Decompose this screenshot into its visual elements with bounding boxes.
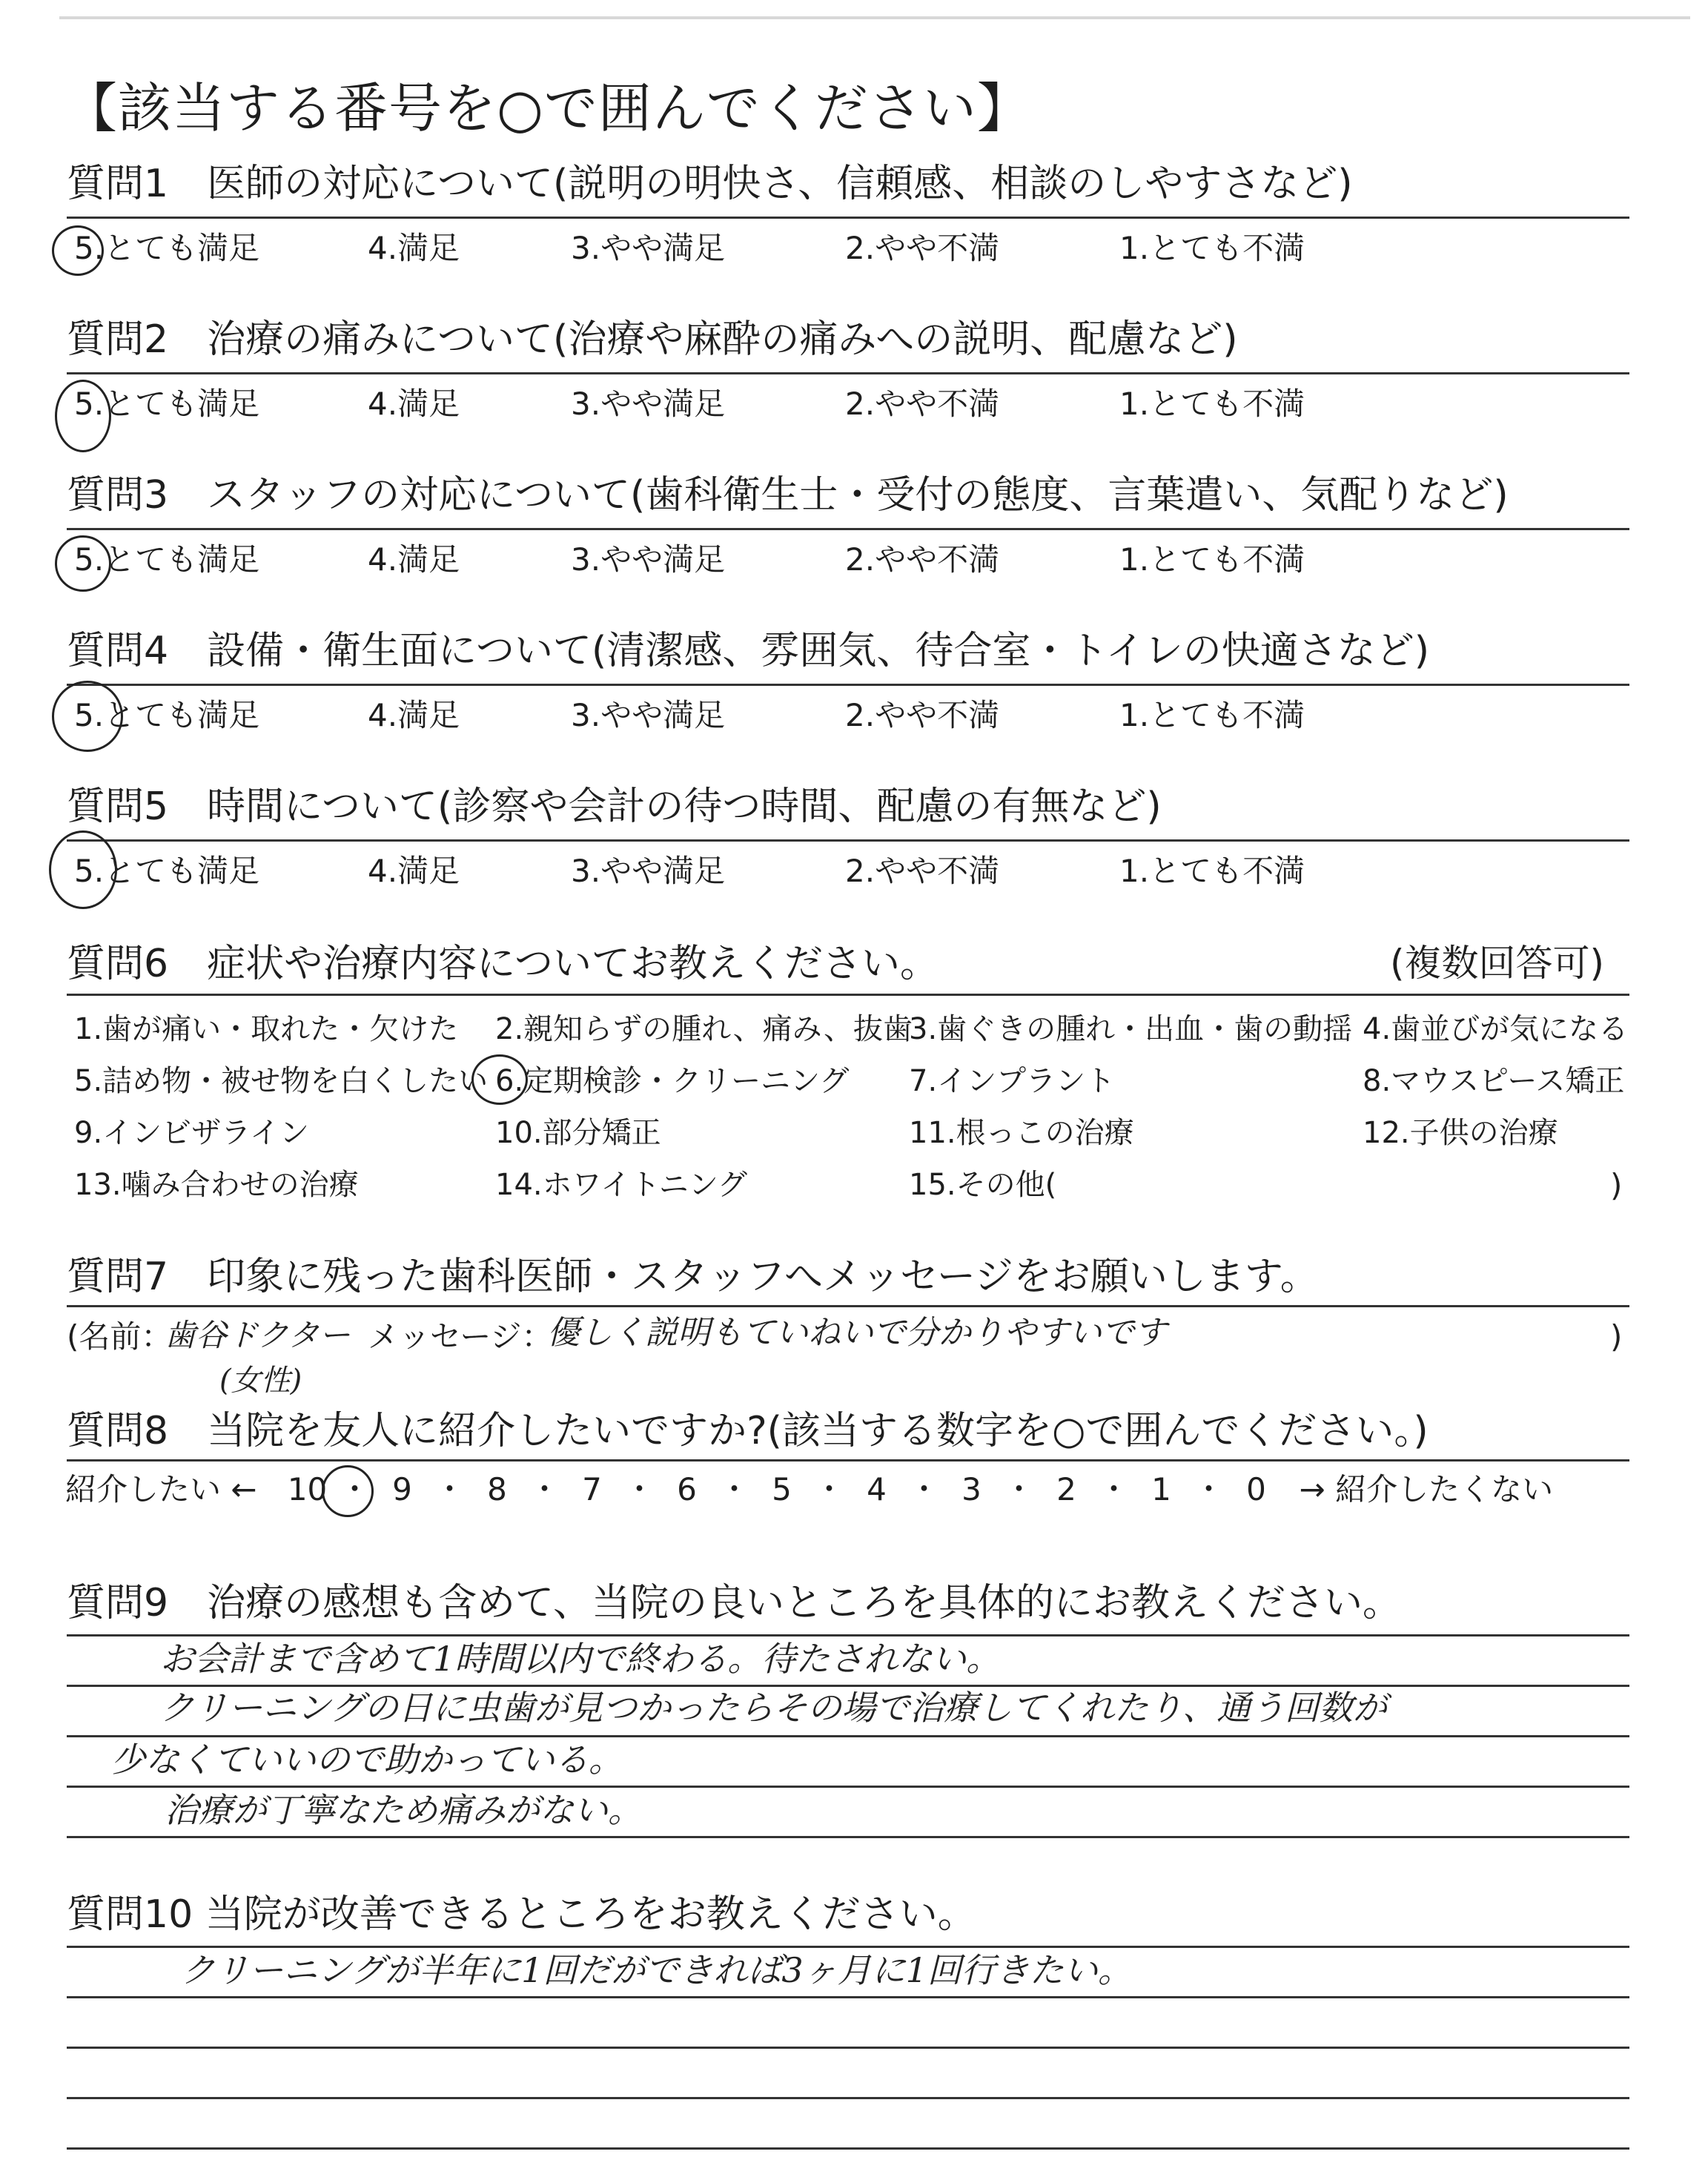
- rule-line: [67, 1946, 1629, 1948]
- rule-line: [67, 1735, 1629, 1737]
- other-close-paren: ): [1610, 1167, 1623, 1203]
- symptom-option[interactable]: 11.根っこの治療: [909, 1116, 1134, 1150]
- scale-separator: ・: [1098, 1471, 1130, 1507]
- name-label: (名前：: [67, 1318, 173, 1355]
- symptom-option[interactable]: 5.詰め物・被せ物を白くしたい: [74, 1064, 489, 1098]
- option-2[interactable]: 2.やや不満: [845, 386, 1000, 422]
- question-title: 質問7 印象に残った歯科医師・スタッフへメッセージをお願いします。: [67, 1255, 1319, 1299]
- name-note: (女性): [219, 1364, 302, 1398]
- scale-value[interactable]: 4: [867, 1471, 887, 1507]
- option-5[interactable]: 5.とても満足: [74, 541, 260, 578]
- option-3[interactable]: 3.やや満足: [571, 697, 726, 733]
- selection-circle: [322, 1465, 374, 1517]
- option-2[interactable]: 2.やや不満: [845, 541, 1000, 578]
- scale-value[interactable]: 3: [961, 1471, 982, 1507]
- symptom-option[interactable]: 9.インビザライン: [74, 1116, 309, 1150]
- option-4[interactable]: 4.満足: [368, 853, 460, 889]
- scale-separator: ・: [813, 1471, 845, 1507]
- question-title: 質問4 設備・衛生面について(清潔感、雰囲気、待合室・トイレの快適さなど): [67, 629, 1430, 673]
- symptom-option[interactable]: 13.噛み合わせの治療: [74, 1168, 359, 1202]
- symptom-option[interactable]: 12.子供の治療: [1363, 1116, 1558, 1150]
- question-title: 質問2 治療の痛みについて(治療や麻酔の痛みへの説明、配慮など): [67, 317, 1238, 362]
- scale-right-label: → 紹介したくない: [1299, 1471, 1554, 1507]
- answer-line: クリーニングが半年に1回だができれば3ヶ月に1回行きたい。: [181, 1950, 1132, 1990]
- name-value[interactable]: 歯谷ドクター: [165, 1317, 351, 1353]
- answer-line: 少なくていいので助かっている。: [111, 1740, 623, 1780]
- symptom-option[interactable]: 15.その他(: [909, 1168, 1057, 1202]
- question-title: 質問1 医師の対応について(説明の明快さ、信頼感、相談のしやすさなど): [67, 162, 1353, 206]
- scan-top-edge: [59, 16, 1690, 19]
- scale-value[interactable]: 1: [1151, 1471, 1171, 1507]
- option-2[interactable]: 2.やや不満: [845, 853, 1000, 889]
- rule-line: [67, 1685, 1629, 1687]
- scale-separator: ・: [623, 1471, 655, 1507]
- rule-line: [67, 217, 1629, 219]
- selection-circle: [471, 1054, 528, 1105]
- question-title: 質問6 症状や治療内容についてお教えください。: [67, 942, 939, 986]
- selection-circle: [55, 535, 111, 592]
- scale-value[interactable]: 8: [487, 1471, 507, 1507]
- option-4[interactable]: 4.満足: [368, 230, 460, 266]
- option-4[interactable]: 4.満足: [368, 541, 460, 578]
- rule-line: [67, 1305, 1629, 1307]
- rule-line: [67, 2047, 1629, 2049]
- question-title: 質問3 スタッフの対応について(歯科衛生士・受付の態度、言葉遣い、気配りなど): [67, 473, 1509, 518]
- option-2[interactable]: 2.やや不満: [845, 697, 1000, 733]
- scale-value[interactable]: 0: [1246, 1471, 1266, 1507]
- rule-line: [67, 839, 1629, 842]
- option-1[interactable]: 1.とても不満: [1119, 386, 1305, 422]
- option-2[interactable]: 2.やや不満: [845, 230, 1000, 266]
- answer-line: 治療が丁寧なため痛みがない。: [165, 1790, 642, 1830]
- scale-value[interactable]: 5: [772, 1471, 792, 1507]
- rule-line: [67, 2097, 1629, 2099]
- option-4[interactable]: 4.満足: [368, 386, 460, 422]
- scale-left-label: 紹介したい ←: [65, 1471, 257, 1507]
- rule-line: [67, 1634, 1629, 1636]
- rule-line: [67, 994, 1629, 996]
- scale-value[interactable]: 9: [392, 1471, 412, 1507]
- symptom-option[interactable]: 8.マウスピース矯正: [1363, 1064, 1625, 1098]
- option-3[interactable]: 3.やや満足: [571, 386, 726, 422]
- option-3[interactable]: 3.やや満足: [571, 853, 726, 889]
- symptom-option[interactable]: 3.歯ぐきの腫れ・出血・歯の動揺: [909, 1012, 1353, 1046]
- question-title: 質問8 当院を友人に紹介したいですか?(該当する数字を○で囲んでください。): [67, 1409, 1429, 1453]
- option-4[interactable]: 4.満足: [368, 697, 460, 733]
- symptom-option[interactable]: 7.インプラント: [909, 1064, 1116, 1098]
- rule-line: [67, 528, 1629, 530]
- rule-line: [67, 1996, 1629, 1998]
- scale-value[interactable]: 2: [1056, 1471, 1076, 1507]
- scale-separator: ・: [1193, 1471, 1225, 1507]
- question-title: 質問9 治療の感想も含めて、当院の良いところを具体的にお教えください。: [67, 1581, 1402, 1625]
- option-3[interactable]: 3.やや満足: [571, 230, 726, 266]
- rule-line: [67, 684, 1629, 686]
- option-5[interactable]: 5.とても満足: [74, 386, 260, 422]
- option-5[interactable]: 5.とても満足: [74, 697, 260, 733]
- option-3[interactable]: 3.やや満足: [571, 541, 726, 578]
- message-value[interactable]: 優しく説明もていねいで分かりやすいです: [547, 1314, 1167, 1352]
- scale-value[interactable]: 10: [287, 1471, 328, 1507]
- option-1[interactable]: 1.とても不満: [1119, 230, 1305, 266]
- rule-line: [67, 1459, 1629, 1462]
- scale-separator: ・: [529, 1471, 560, 1507]
- selection-circle: [49, 830, 117, 909]
- option-1[interactable]: 1.とても不満: [1119, 541, 1305, 578]
- multiple-answer-note: (複数回答可): [1389, 942, 1604, 985]
- option-5[interactable]: 5.とても満足: [74, 230, 260, 266]
- rule-line: [67, 372, 1629, 374]
- symptom-option[interactable]: 4.歯並びが気になる: [1363, 1012, 1629, 1046]
- scale-separator: ・: [908, 1471, 940, 1507]
- message-label: メッセージ：: [368, 1318, 553, 1355]
- scale-separator: ・: [339, 1471, 371, 1507]
- rule-line: [67, 1836, 1629, 1838]
- selection-circle: [55, 380, 111, 452]
- option-1[interactable]: 1.とても不満: [1119, 697, 1305, 733]
- symptom-option[interactable]: 2.親知らずの腫れ、痛み、抜歯: [495, 1012, 913, 1046]
- scale-separator: ・: [1003, 1471, 1035, 1507]
- message-close-paren: ): [1610, 1318, 1623, 1355]
- scale-separator: ・: [718, 1471, 750, 1507]
- option-5[interactable]: 5.とても満足: [74, 853, 260, 889]
- question-title: 質問5 時間について(診察や会計の待つ時間、配慮の有無など): [67, 785, 1162, 829]
- question-title: 質問10 当院が改善できるところをお教えください。: [67, 1892, 976, 1937]
- scale-value[interactable]: 7: [582, 1471, 602, 1507]
- symptom-option[interactable]: 6.定期検診・クリーニング: [495, 1064, 850, 1098]
- symptom-option[interactable]: 1.歯が痛い・取れた・欠けた: [74, 1012, 459, 1046]
- recommend-scale: [65, 1471, 1554, 1507]
- symptom-option[interactable]: 14.ホワイトニング: [495, 1168, 748, 1202]
- answer-line: クリーニングの日に虫歯が見つかったらその場で治療してくれたり、通う回数が: [160, 1688, 1388, 1728]
- scale-value[interactable]: 6: [677, 1471, 697, 1507]
- scale-separator: ・: [434, 1471, 466, 1507]
- answer-line: お会計まで含めて1時間以内で終わる。待たされない。: [160, 1639, 1001, 1679]
- rule-line: [67, 2147, 1629, 2150]
- symptom-option[interactable]: 10.部分矯正: [495, 1116, 661, 1150]
- selection-circle: [52, 681, 123, 752]
- page-title: 【該当する番号を○で囲んでください】: [64, 77, 1031, 139]
- selection-circle: [52, 225, 104, 276]
- option-1[interactable]: 1.とても不満: [1119, 853, 1305, 889]
- rule-line: [67, 1786, 1629, 1788]
